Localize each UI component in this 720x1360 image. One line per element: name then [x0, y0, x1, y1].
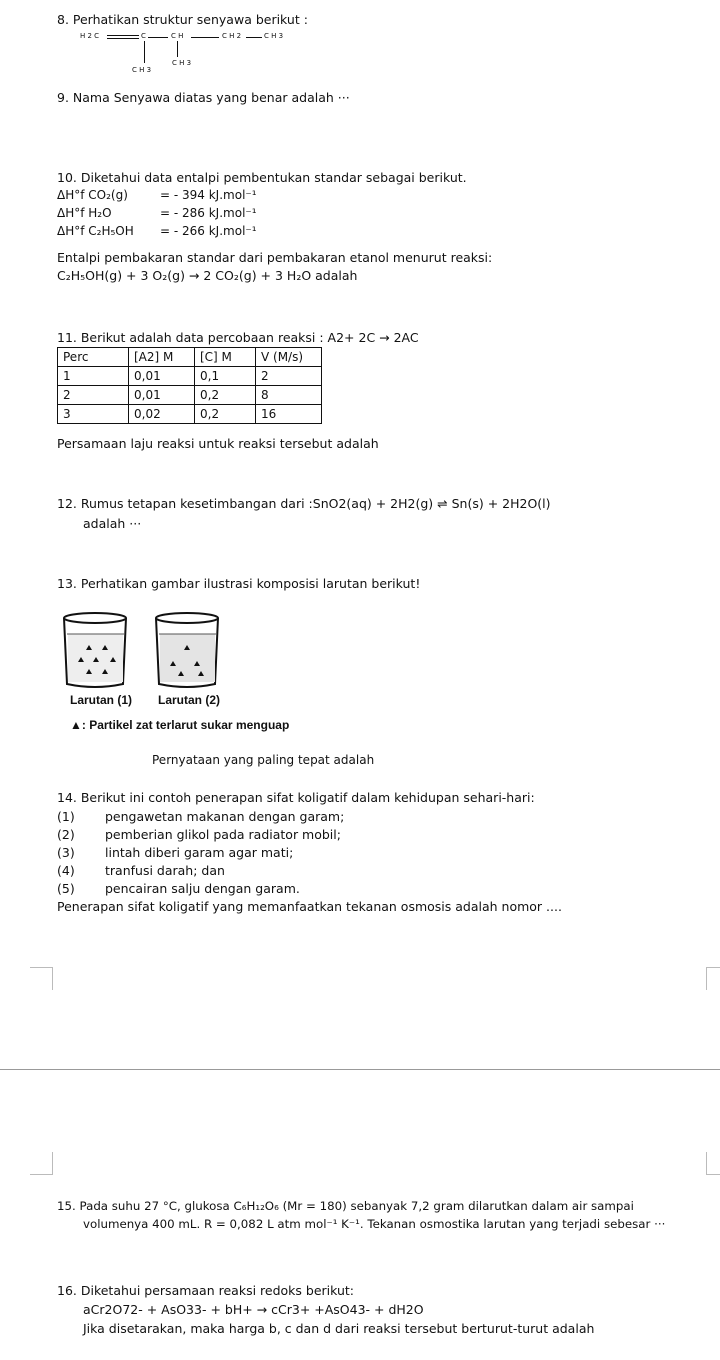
rate-data-table — [57, 347, 322, 424]
list-item-number: (1) — [57, 809, 75, 824]
structure-diagram — [80, 28, 300, 78]
table-cell: 0,2 — [195, 386, 256, 405]
enthalpy-label-co2: ΔH°f CO₂(g) — [57, 188, 128, 202]
enthalpy-value-co2: = - 394 kJ.mol⁻¹ — [160, 188, 257, 202]
table-header: [A2] M — [129, 348, 195, 367]
table-header: V (M/s) — [256, 348, 322, 367]
table-header-row — [58, 348, 322, 367]
table-cell: 2 — [256, 367, 322, 386]
particle-legend: ▲: Partikel zat terlarut sukar menguap — [70, 718, 290, 732]
question-8-stem: 8. Perhatikan struktur senyawa berikut : — [57, 12, 308, 27]
question-12-stem: 12. Rumus tetapan kesetimbangan dari :SnO2(aq) + 2H2(g) ⇌ Sn(s) + 2H2O(l) — [57, 496, 551, 511]
table-cell: 1 — [58, 367, 129, 386]
question-16-prompt: Jika disetarakan, maka harga b, c dan d dari reaksi tersebut berturut-turut adalah — [83, 1321, 595, 1336]
question-9-stem: 9. Nama Senyawa diatas yang benar adalah ··· — [57, 90, 350, 105]
question-10-line2: Entalpi pembakaran standar dari pembakaran etanol menurut reaksi: — [57, 250, 493, 265]
list-item-number: (2) — [57, 827, 75, 842]
struct-ch3-branch-2: C H 3 — [172, 59, 192, 67]
table-cell: 0,2 — [195, 405, 256, 424]
crop-mark — [706, 967, 720, 990]
question-10-reaction: C₂H₅OH(g) + 3 O₂(g) → 2 CO₂(g) + 3 H₂O adalah — [57, 268, 358, 283]
struct-ch3-end: C H 3 — [264, 32, 284, 40]
table-row — [58, 367, 322, 386]
table-header: [C] M — [195, 348, 256, 367]
struct-c: C — [141, 32, 146, 40]
question-10-stem: 10. Diketahui data entalpi pembentukan standar sebagai berikut. — [57, 170, 467, 185]
question-15-line2: volumenya 400 mL. R = 0,082 L atm mol⁻¹ K⁻¹. Tekanan osmostika larutan yang terjadi sebesar ··· — [83, 1217, 666, 1231]
question-13-stem: 13. Perhatikan gambar ilustrasi komposisi larutan berikut! — [57, 576, 421, 591]
table-cell: 16 — [256, 405, 322, 424]
table-cell: 2 — [58, 386, 129, 405]
struct-ch2: C H 2 — [222, 32, 242, 40]
struct-h2c: H 2 C — [80, 32, 100, 40]
list-item: lintah diberi garam agar mati; — [105, 845, 294, 860]
page-separator — [0, 1069, 720, 1070]
enthalpy-label-h2o: ΔH°f H₂O — [57, 206, 112, 220]
redox-equation: aCr2O72- + AsO33- + bH+ → cCr3+ +AsO43- + dH2O — [83, 1302, 424, 1317]
question-13-prompt: Pernyataan yang paling tepat adalah — [152, 753, 375, 767]
struct-ch: C H — [171, 32, 184, 40]
crop-mark — [30, 967, 53, 990]
table-row — [58, 386, 322, 405]
table-cell: 8 — [256, 386, 322, 405]
beaker-solution-2 — [156, 613, 218, 687]
list-item: tranfusi darah; dan — [105, 863, 225, 878]
beakers-illustration — [58, 610, 228, 692]
question-11-stem: 11. Berikut adalah data percobaan reaksi : A2+ 2C → 2AC — [57, 330, 419, 345]
list-item: pengawetan makanan dengan garam; — [105, 809, 345, 824]
table-header: Perc — [58, 348, 129, 367]
beaker-label-2: Larutan (2) — [158, 693, 221, 707]
table-cell: 0,01 — [129, 367, 195, 386]
crop-mark — [706, 1152, 720, 1175]
list-item: pemberian glikol pada radiator mobil; — [105, 827, 341, 842]
question-14-stem: 14. Berikut ini contoh penerapan sifat koligatif dalam kehidupan sehari-hari: — [57, 790, 535, 805]
question-12-line2: adalah ··· — [83, 516, 142, 531]
crop-mark — [30, 1152, 53, 1175]
enthalpy-value-ethanol: = - 266 kJ.mol⁻¹ — [160, 224, 257, 238]
beaker-label-1: Larutan (1) — [70, 693, 133, 707]
enthalpy-label-ethanol: ΔH°f C₂H₅OH — [57, 224, 134, 238]
table-cell: 0,1 — [195, 367, 256, 386]
question-16-stem: 16. Diketahui persamaan reaksi redoks berikut: — [57, 1283, 355, 1298]
table-cell: 3 — [58, 405, 129, 424]
table-cell: 0,02 — [129, 405, 195, 424]
struct-ch3-branch-1: C H 3 — [132, 66, 152, 74]
question-11-prompt: Persamaan laju reaksi untuk reaksi tersebut adalah — [57, 436, 379, 451]
list-item: pencairan salju dengan garam. — [105, 881, 300, 896]
table-row — [58, 405, 322, 424]
list-item-number: (4) — [57, 863, 75, 878]
enthalpy-value-h2o: = - 286 kJ.mol⁻¹ — [160, 206, 257, 220]
list-item-number: (5) — [57, 881, 75, 896]
table-cell: 0,01 — [129, 386, 195, 405]
beaker-solution-1 — [64, 613, 126, 687]
question-15-line1: 15. Pada suhu 27 °C, glukosa C₆H₁₂O₆ (Mr = 180) sebanyak 7,2 gram dilarutkan dalam air sampai — [57, 1199, 634, 1213]
list-item-number: (3) — [57, 845, 75, 860]
question-14-prompt: Penerapan sifat koligatif yang memanfaatkan tekanan osmosis adalah nomor .... — [57, 899, 562, 914]
